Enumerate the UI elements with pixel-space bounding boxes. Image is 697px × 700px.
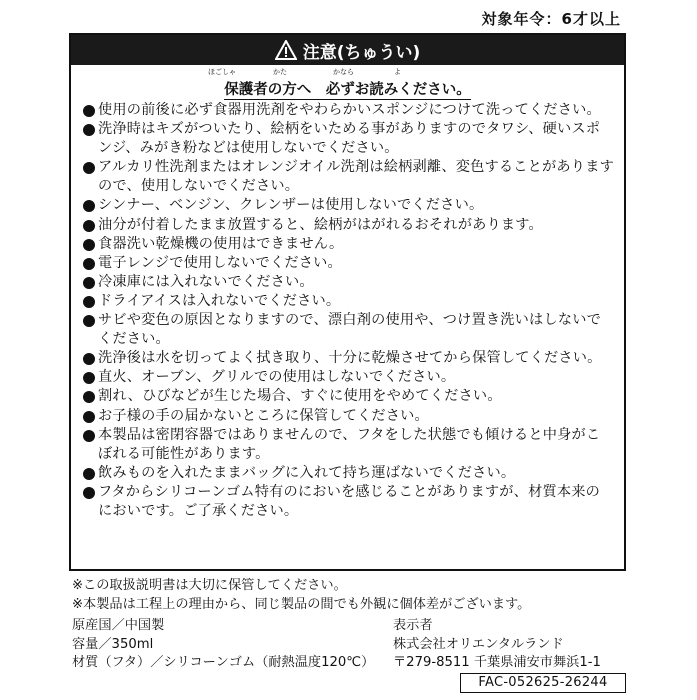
caution-item: シンナー、ベンジン、クレンザーは使用しないでください。 bbox=[81, 196, 614, 215]
guardian-notice bbox=[71, 65, 624, 101]
age-label: 対象年令：6才以上 bbox=[481, 10, 621, 28]
caution-item: 飲みものを入れたままバッグに入れて持ち運ばないでください。 bbox=[81, 464, 614, 483]
caution-item: 洗浄後は水を切ってよく拭き取り、十分に乾燥させてから保管してください。 bbox=[81, 349, 614, 368]
caution-item: フタからシリコーンゴム特有のにおいを感じることがありますが、材質本来のにおいです。ご了承ください。 bbox=[81, 483, 614, 521]
caution-item: 使用の前後に必ず食器用洗剤をやわらかいスポンジにつけて洗ってください。 bbox=[81, 101, 614, 120]
maker-label: 表示者 bbox=[393, 618, 433, 633]
product-code: FAC-052625-26244 bbox=[460, 673, 626, 693]
guardian-notice-text: 保護者の方へ 必ずお読みください。 bbox=[224, 82, 471, 98]
caution-item: ドライアイスは入れないでください。 bbox=[81, 292, 614, 311]
ruby-kata: かた bbox=[273, 68, 287, 76]
maker-company: 株式会社オリエンタルランド bbox=[393, 636, 564, 652]
spec-origin: 原産国／中国製 bbox=[72, 618, 165, 633]
notes bbox=[72, 576, 632, 614]
caution-title-bar bbox=[71, 35, 624, 65]
caution-list bbox=[71, 101, 624, 521]
caution-box bbox=[69, 33, 626, 571]
product-spec bbox=[72, 617, 375, 673]
caution-item: 洗浄時はキズがついたり、絵柄をいためる事がありますのでタワシ、硬いスポンジ、みがき粉などは使用しないでください。 bbox=[81, 120, 614, 158]
caution-item: サビや変色の原因となりますので、漂白剤の使用や、つけ置き洗いはしないでください。 bbox=[81, 311, 614, 349]
maker-info bbox=[393, 617, 643, 673]
spec-capacity: 容量／350ml bbox=[72, 636, 154, 652]
spec-material: 材質（フタ）／シリコーンゴム（耐熱温度120℃） bbox=[72, 655, 375, 670]
caution-item: 油分が付着したまま放置すると、絵柄がはがれるおそれがあります。 bbox=[81, 216, 614, 235]
ruby-row bbox=[71, 67, 624, 77]
caution-item: アルカリ性洗剤またはオレンジオイル洗剤は絵柄剥離、変色することがありますので、使用しないでください。 bbox=[81, 158, 614, 196]
ruby-kanara: かなら bbox=[333, 68, 354, 76]
ruby-hogosha: ほごしゃ bbox=[208, 68, 236, 76]
caution-item: お子様の手の届かないところに保管してください。 bbox=[81, 407, 614, 426]
caution-title: 注意(ちゅうい) bbox=[302, 42, 421, 63]
caution-item: 食器洗い乾燥機の使用はできません。 bbox=[81, 235, 614, 254]
caution-item: 割れ、ひびなどが生じた場合、すぐに使用をやめてください。 bbox=[81, 387, 614, 406]
note-individual-difference: ※本製品は工程上の理由から、同じ製品の間でも外観に個体差がございます。 bbox=[72, 597, 531, 612]
caution-item: 冷凍庫には入れないでください。 bbox=[81, 273, 614, 292]
warning-triangle-icon bbox=[275, 40, 297, 60]
note-keep-manual: ※この取扱説明書は大切に保管してください。 bbox=[72, 578, 347, 593]
ruby-yo: よ bbox=[394, 68, 401, 76]
caution-item: 本製品は密閉容器ではありませんので、フタをした状態でも傾けると中身がこぼれる可能性があります。 bbox=[81, 426, 614, 464]
caution-item: 電子レンジで使用しないでください。 bbox=[81, 254, 614, 273]
caution-item: 直火、オーブン、グリルでの使用はしないでください。 bbox=[81, 368, 614, 387]
maker-address: 〒279-8511 千葉県浦安市舞浜1-1 bbox=[393, 655, 601, 670]
